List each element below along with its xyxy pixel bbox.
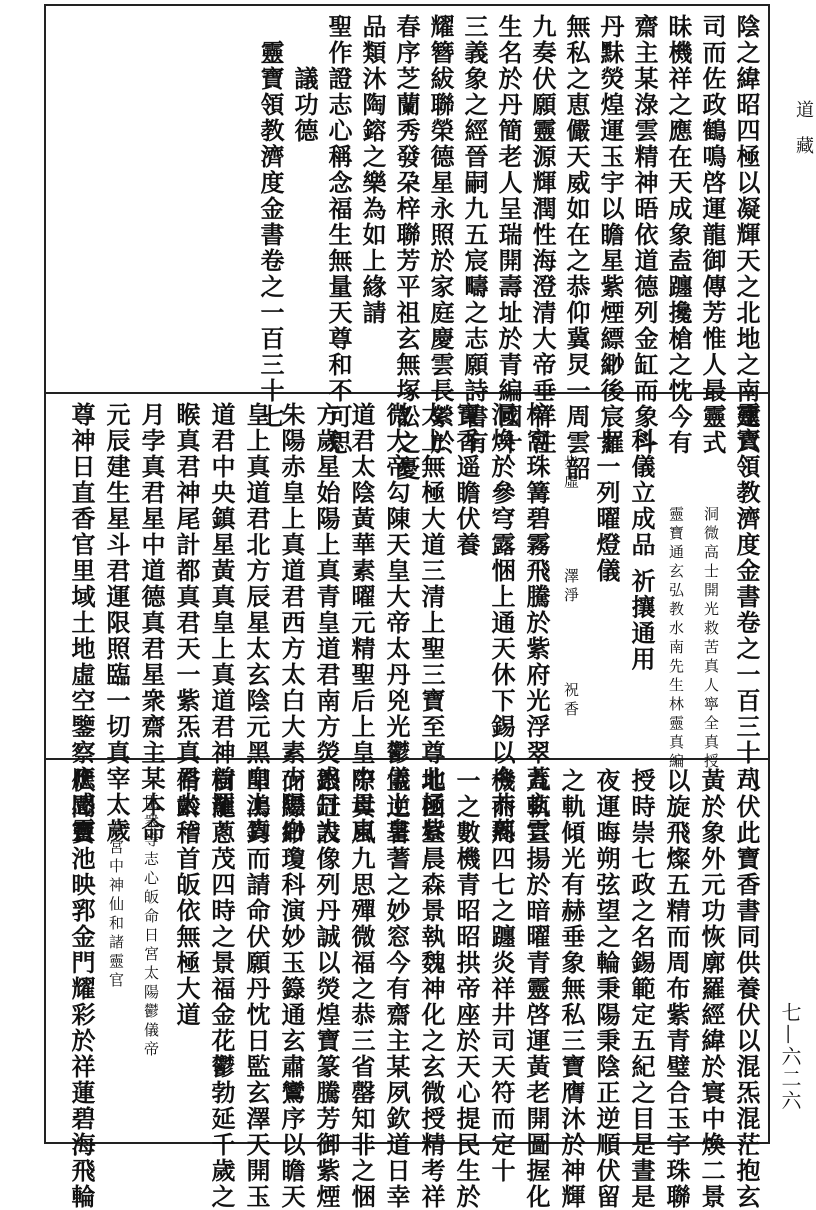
text-panel-2 [46,394,768,844]
text-column: 洞微高士開光救苦真人寧全真授 [702,506,720,772]
text-column: 洞煥於參穹露悃上通天休下錫以今恭爇 [487,402,516,844]
text-column: 丹䵢熒煌運玉宇以瞻星紫煙縹緲後宸羅 [596,14,625,456]
text-column: 道君太陰黃華素曜元精聖后上皇中母東 [347,402,376,844]
text-column: 授時崇七政之名錫範定五紀之目是晝是 [627,768,656,1210]
text-column: 方歲星始陽上真青皇道君南方熒惑丹大 [312,402,341,844]
text-column: 際真風九思殫微福之恭三省罄知非之悃 [347,768,376,1210]
text-column: 銀缸設像列丹誠以熒煌寶篆騰芳御紫煙 [312,768,341,1210]
text-column: 睺真君神尾計都真君天一紫炁真君太一 [172,402,201,844]
text-column: 一之數機青昭昭拱帝座於天心提民生於 [452,768,481,1210]
text-column: 之軌傾光有赫垂象無私三寶膺沐於神輝 [557,768,586,1210]
text-column: 道君中央鎮星黃真皇上真道君神首羅 [207,402,236,818]
text-column: 以旋飛燦五精而周布紫青璧合玉宇珠聯 [662,768,691,1210]
text-column: 春序芝蘭秀發朶梓聯芳平祖玄無塚訟之憂 [392,14,421,482]
page-header-margin: 道 藏 [793,100,814,154]
text-column: 月孛真君星中道德真君星衆齋主某本命 [137,402,166,844]
text-column: 君宮中神仙和諸靈官 [107,820,125,991]
text-column: 黃於象外元功恢廓羅經緯於寰中煥二景 [697,768,726,1210]
text-column: 昧機祥之應在天成象盍躔攙槍之忱今有 [664,14,693,456]
text-column: 三義象之經晉嗣九五宸疇之志願詩書有 [460,14,489,456]
text-column: 梓窩珠篝碧霧飛騰於紫府光浮翠蓋玄雲 [522,402,551,844]
text-panel-3 [46,760,768,1210]
text-column: 生名於丹簡老人呈瑞開壽址於青編國十 [494,14,523,456]
text-column: 十一列曜燈儀 [592,428,621,584]
text-column: 而縹緲瓊科演妙玉籙通玄肅鸞序以瞻天 [277,768,306,1210]
text-column: 寶香遥瞻伏養 [452,402,481,558]
text-column: 尊神日直香官里域土地虛空鑒察應感靈 [67,402,96,844]
text-column: 科儀立成品 祈攘通用 [627,428,656,673]
text-column: 齋主某淥雲精神晤依道德列金缸而象斗 [630,14,659,456]
text-column: 皇上真道君北方辰星太玄陰元黑皇上真 [242,402,271,844]
text-column: 脩齡稽首皈依無極大道 [172,768,201,1028]
text-column: 步虛 澤淨 祝香 [562,454,580,720]
text-column: 伏聞寶池映郛金門耀彩於祥蓮碧海飛輪 [67,768,96,1210]
text-column: 朱陽赤皇上真道君西方太白大素少陽白 [277,402,306,844]
text-column: 無私之恵儼天威如在之恭仰冀炅一周雲韶 [562,14,591,482]
page-number-margin: 七—六二六 [778,1002,802,1112]
text-column: 聖作證志心稱念福生無量天尊和不可思 [324,14,353,456]
text-column: 靈寶領教濟度金書卷之一百三十七 [256,40,285,430]
text-column: 微大帝勾陳天皇大帝太丹兇光鬱儀上皇 [382,402,411,844]
text-column: 叩鴻鈞而請命伏願丹忱日監玄澤天開玉 [242,768,271,1210]
text-column: 九奏伏願靈源輝潤性海澄清大帝垂祥注 [528,14,557,456]
text-column: 司伏此寶香書同供養伏以混炁混茫抱玄 [732,768,761,1210]
text-column: 元辰建生星斗君運限照臨一切真宰太歲 [102,402,131,844]
text-column: 機而周四七之躔炎祥井司天符而定十 [487,768,516,1184]
text-column: 陰之緯昭四極以凝輝天之北地之南建六 [732,14,761,456]
text-column: 臣衆等志心皈命日宮太陽鬱儀帝 [142,794,160,1060]
text-column: 耀簪紱聯榮德星永照於家庭慶雲長縈於 [426,14,455,456]
text-column: 議功德 [290,66,319,144]
text-column: 品類沐陶鎔之樂為如上緣請 [358,14,387,326]
text-column: 靈寶領教濟度金書卷之一百三十八 [732,402,761,792]
text-column: 盂逆著蓍之妙窓今有齋主某夙欽道日幸 [382,768,411,1210]
text-column: 靈寶通玄弘教水南先生林靈真編 [667,506,685,772]
text-column: 夜運晦朔弦望之輪秉陽秉陰正逆順伏留 [592,768,621,1210]
text-frame [44,4,770,1210]
text-column: 司而佐政鶴鳴啓運龍御傳芳惟人最靈式 [698,14,727,456]
text-column: 太上無極大道三清上聖三寶至尊北極紫 [417,402,446,844]
text-column: 樹龍蔥茂四時之景福金花鬱勃延千歲之 [207,768,236,1210]
text-column: 地函昼晨森景執魏神化之玄微授精考祥 [417,768,446,1210]
text-column: 九軌宣揚於暗曜青靈啓運黃老開圖握化 [522,768,551,1210]
